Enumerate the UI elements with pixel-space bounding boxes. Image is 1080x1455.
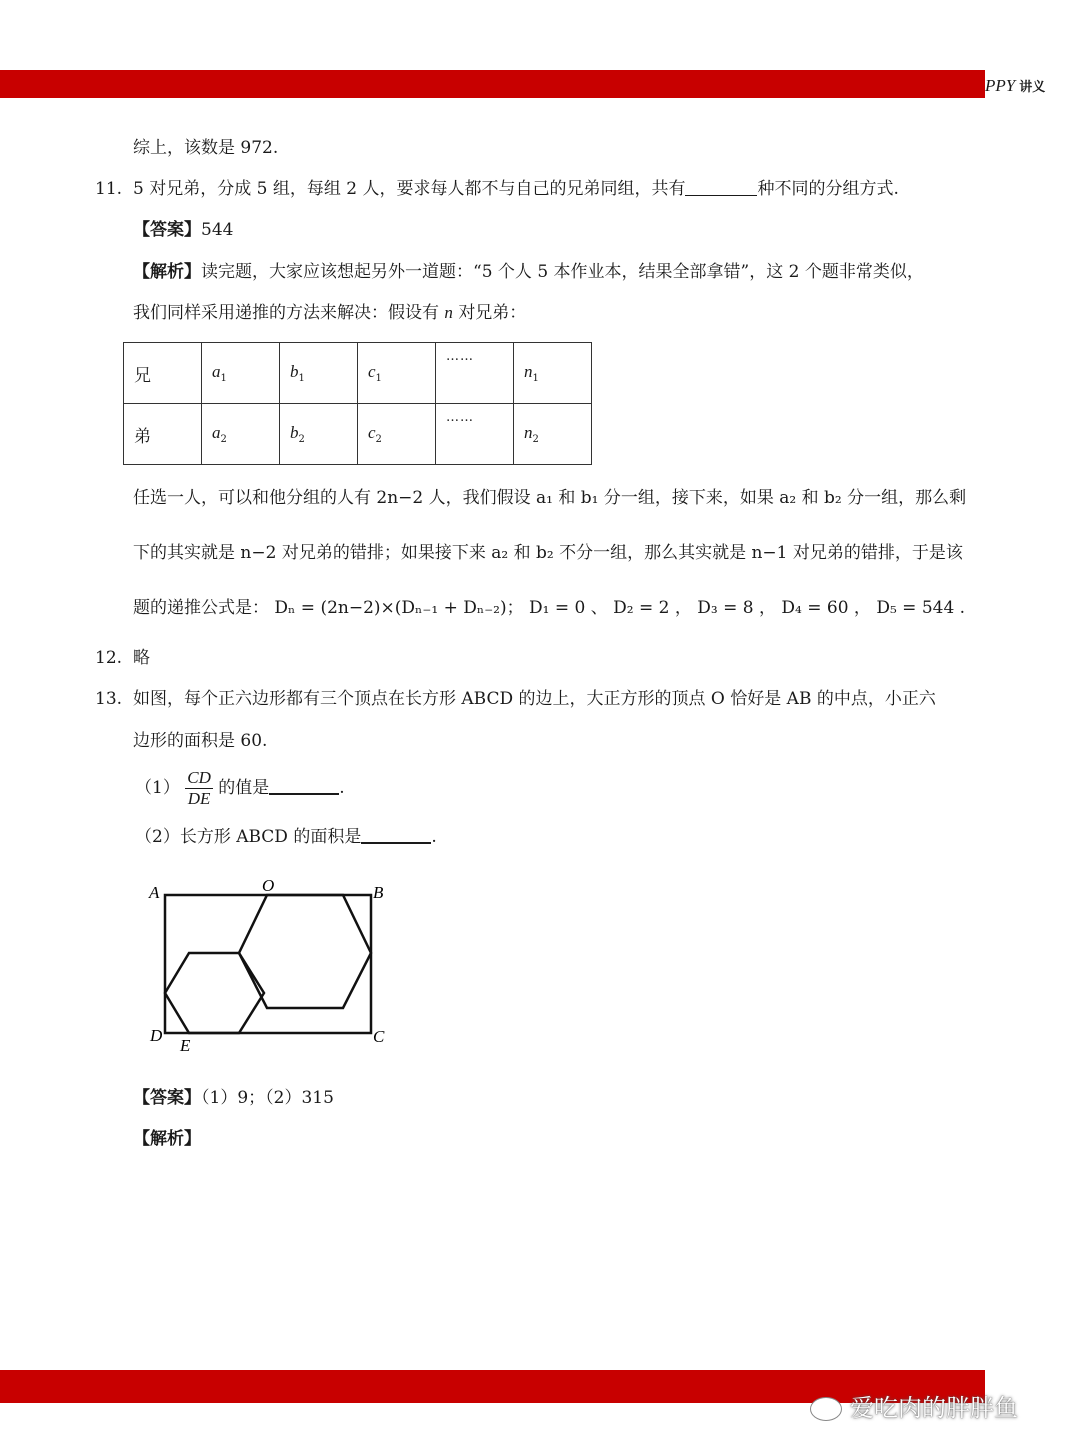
- q13-stem-2: 边形的面积是 60.: [133, 731, 268, 751]
- q11-analysis-label: 【解析】: [133, 262, 201, 282]
- brothers-table: [123, 342, 592, 465]
- table-row: [124, 343, 592, 404]
- rectangle-abcd: [165, 895, 371, 1033]
- brand-ppy: PPY: [985, 76, 1016, 95]
- table-cell: $n_2$: [514, 404, 592, 465]
- q13-sub2-text: （2）长方形 ABCD 的面积是: [135, 827, 362, 847]
- q13-sub2-blank: [361, 826, 431, 844]
- q13-answer-value: （1）9；（2）315: [201, 1088, 334, 1108]
- q12-text: 略: [133, 648, 150, 668]
- table-cell-dots: ……: [436, 343, 514, 404]
- q11-stem-b: 种不同的分组方式.: [757, 179, 899, 199]
- q12-number: 12.: [95, 648, 123, 668]
- small-hexagon: [165, 953, 264, 1033]
- table-row: [124, 404, 592, 465]
- table-cell: $a_2$: [202, 404, 280, 465]
- q13-answer: [133, 1086, 334, 1110]
- q11-answer: [133, 218, 233, 242]
- table-cell: $c_1$: [358, 343, 436, 404]
- q13-sub1-text: 的值是: [218, 778, 270, 798]
- frac-denominator: DE: [187, 789, 211, 808]
- brand-jiangyi: 讲义: [1019, 80, 1046, 95]
- label-a: A: [149, 883, 160, 902]
- label-b: B: [373, 883, 384, 902]
- table-cell: $b_2$: [280, 404, 358, 465]
- q11-para-2: 下的其实就是 n−2 对兄弟的错排；如果接下来 a₂ 和 b₂ 不分一组，那么其实就是 n−1 对兄弟的错排，于是该: [133, 543, 963, 563]
- q13-sub1-period: .: [339, 778, 345, 798]
- label-o: O: [262, 876, 275, 895]
- q13-stem-1: 如图，每个正六边形都有三个顶点在长方形 ABCD 的边上，大正方形的顶点 O 恰好是 AB 的中点，小正六: [133, 689, 936, 709]
- cd-over-de-fraction: [185, 768, 213, 809]
- q11-analysis-var-n: n: [444, 303, 453, 322]
- q11-para-3: 题的递推公式是： Dₙ = (2n−2)×(Dₙ₋₁ + Dₙ₋₂)； D₁ = 0 、 D₂ = 2 ， D₃ = 8 ， D₄ = 60 ， D₅ = 544 .: [133, 598, 966, 618]
- q11-number: 11.: [95, 179, 123, 199]
- large-hexagon: [239, 895, 371, 1008]
- q11-analysis-text-2a: 我们同样采用递推的方法来解决：假设有: [133, 303, 439, 323]
- q11-para-1: 任选一人，可以和他分组的人有 2n−2 人，我们假设 a₁ 和 b₁ 分一组，接下来，如果 a₂ 和 b₂ 分一组，那么剩: [133, 488, 967, 508]
- q13-sub1-blank: [269, 777, 339, 795]
- table-cell: $c_2$: [358, 404, 436, 465]
- table-cell-dots: ……: [436, 404, 514, 465]
- q13-answer-label: 【答案】: [133, 1088, 201, 1108]
- q11-analysis-1: [133, 260, 924, 284]
- frac-numerator: CD: [187, 768, 211, 787]
- q11-analysis-2: [133, 301, 526, 325]
- q11-stem-a: 5 对兄弟，分成 5 组，每组 2 人，要求每人都不与自己的兄弟同组，共有: [133, 179, 686, 199]
- label-d: D: [150, 1026, 163, 1045]
- wechat-icon: [810, 1397, 842, 1421]
- watermark: [810, 1390, 1018, 1426]
- header-band: [0, 70, 985, 98]
- table-cell: $n_1$: [514, 343, 592, 404]
- q11-analysis-text-2b: 对兄弟：: [458, 303, 527, 323]
- q11-answer-value: 544: [201, 220, 234, 240]
- table-row-label: 兄: [124, 343, 202, 404]
- q11-analysis-text-1: 读完题，大家应该想起另外一道题：“5 个人 5 本作业本，结果全部拿错”，这 2 个题非常类似，: [201, 262, 924, 282]
- q13-analysis-label: 【解析】: [133, 1129, 201, 1149]
- q11-answer-label: 【答案】: [133, 220, 201, 240]
- label-e: E: [180, 1036, 191, 1055]
- q13-number: 13.: [95, 689, 123, 709]
- header-brand: [985, 74, 1080, 98]
- q11-stem: [133, 177, 899, 201]
- q11-blank: [685, 179, 757, 196]
- q13-sub1: [135, 766, 345, 810]
- table-cell: $b_1$: [280, 343, 358, 404]
- table-row-label: 弟: [124, 404, 202, 465]
- q13-sub2-period: .: [431, 827, 437, 847]
- table-cell: $a_1$: [202, 343, 280, 404]
- label-c: C: [373, 1027, 385, 1046]
- watermark-text: 爱吃肉的胖胖鱼: [850, 1394, 1018, 1422]
- prev-conclusion: 综上，该数是 972.: [133, 138, 279, 158]
- hexagon-rectangle-figure: [140, 875, 400, 1055]
- q13-sub2: [135, 825, 437, 849]
- q13-sub1-label: （1）: [135, 778, 180, 798]
